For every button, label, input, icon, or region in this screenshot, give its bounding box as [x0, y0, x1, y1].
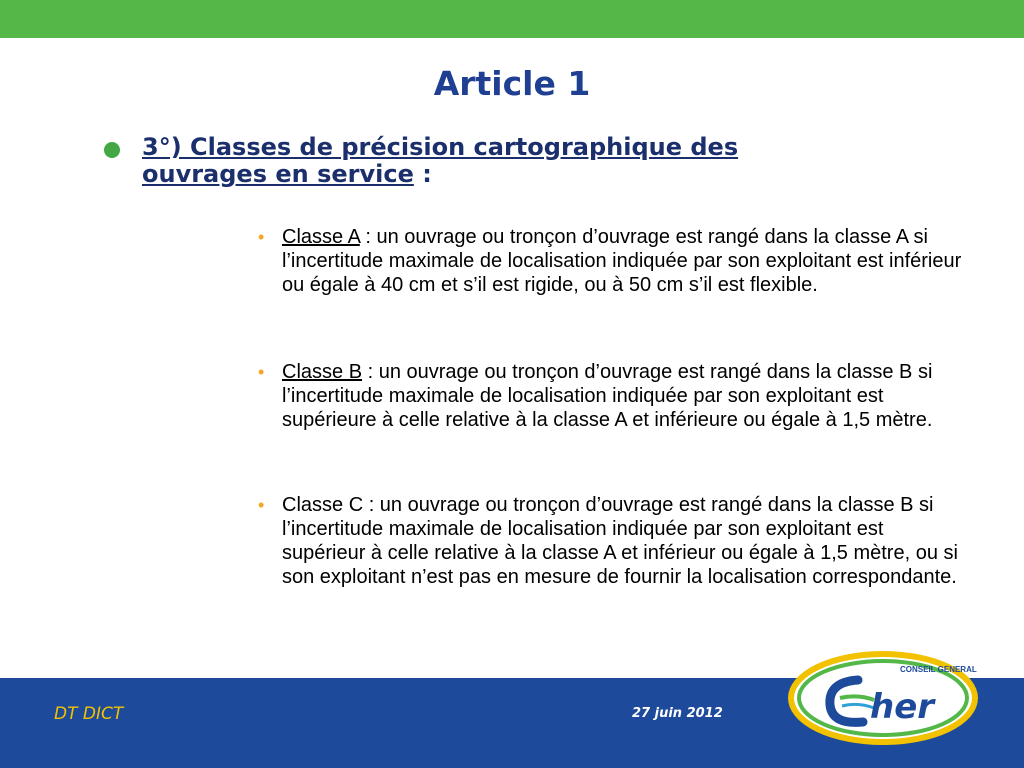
- class-b-label: Classe B: [282, 361, 363, 383]
- main-point-label: 3°) Classes de précision cartographique des ouvrages en service: [142, 133, 739, 188]
- top-accent-bar: [0, 0, 1024, 38]
- main-point-suffix: :: [413, 160, 432, 188]
- bullet-icon: •: [258, 495, 265, 515]
- logo-text: her: [870, 687, 935, 727]
- logo-top-text: CONSEIL GENERAL: [900, 665, 977, 674]
- bullet-icon: •: [258, 362, 265, 382]
- list-item-class-b: [254, 360, 962, 432]
- class-c-text: Classe C : un ouvrage ou tronçon d’ouvrage est rangé dans la classe B si l’incertitude maximale de localisation indiquée par son exploitant est supérieur à celle relative à la classe A et inférieur ou égale à 1,5 mètre, ou si son exploitant n’est pas en mesure de fournir la localisation correspondante.: [282, 494, 958, 588]
- slide-title: Article 1: [433, 64, 591, 103]
- list-item-class-a: [254, 225, 962, 297]
- class-a-label: Classe A: [282, 226, 360, 248]
- footer-date: 27 juin 2012: [632, 706, 723, 721]
- footer-label: DT DICT: [54, 704, 124, 724]
- list-item-class-c: [254, 493, 962, 589]
- class-a-text: : un ouvrage ou tronçon d’ouvrage est rangé dans la classe A si l’incertitude maximale de localisation indiquée par son exploitant est inférieur ou égale à 40 cm et s’il est rigide, ou à 50 cm s’il est flexible.: [282, 226, 962, 296]
- bullet-dot-icon: [104, 142, 120, 158]
- class-b-text: : un ouvrage ou tronçon d’ouvrage est rangé dans la classe B si l’incertitude maximale de localisation indiquée par son exploitant est supérieure à celle relative à la classe A et inférieure ou égale à 1,5 mètre.: [282, 361, 933, 431]
- bullet-icon: •: [258, 227, 265, 247]
- main-point-text: [142, 134, 862, 188]
- cher-logo-icon: [788, 650, 978, 750]
